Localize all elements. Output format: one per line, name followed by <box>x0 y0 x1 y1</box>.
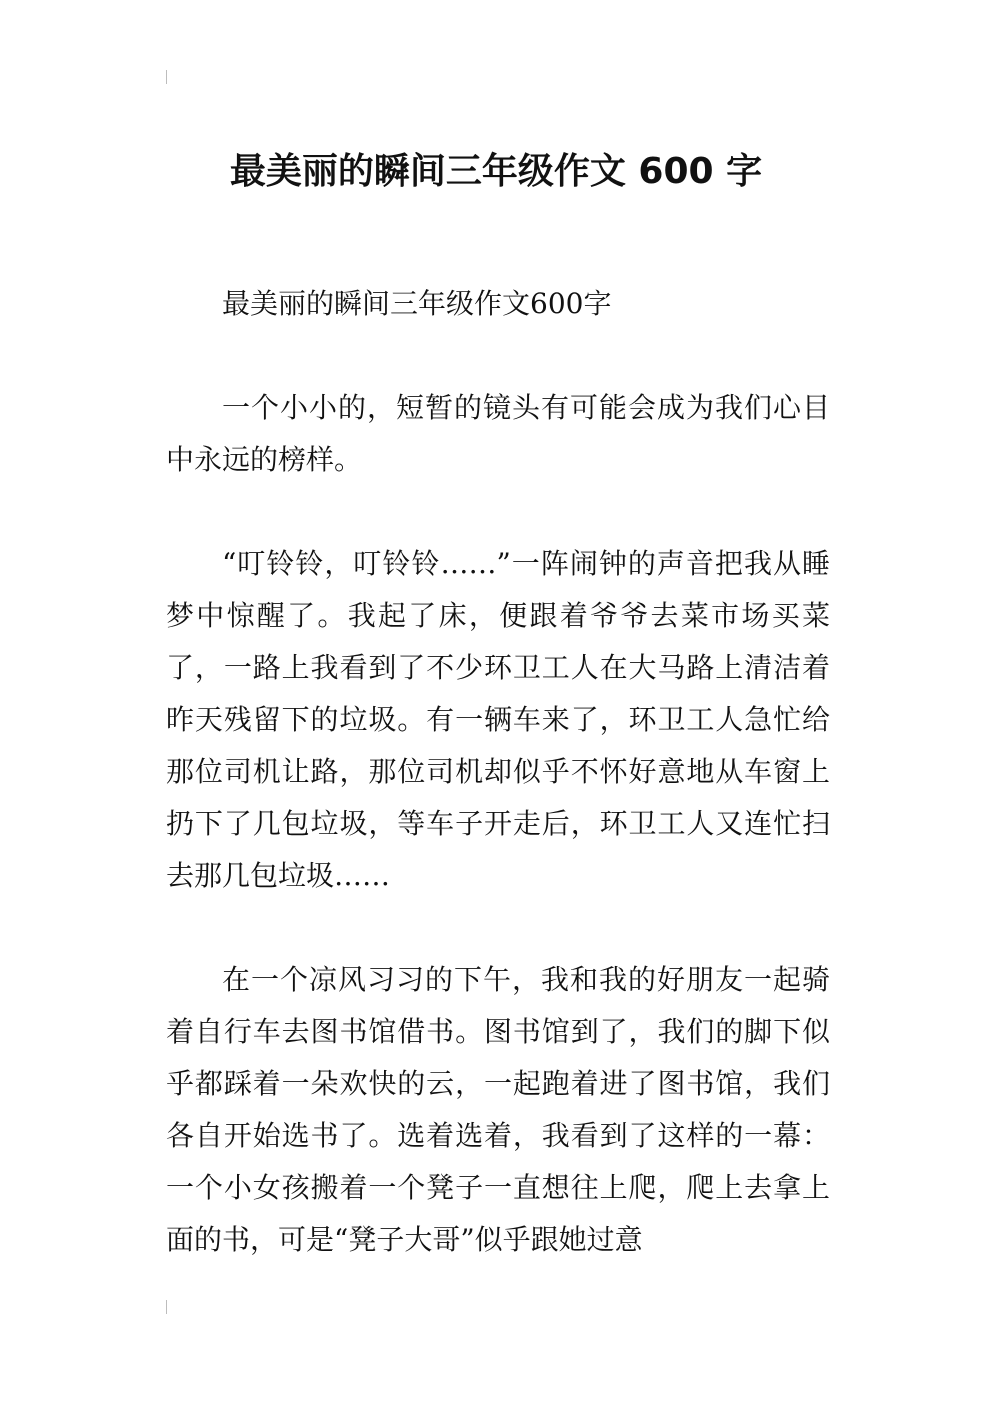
paragraph-street-cleaners: “叮铃铃，叮铃铃……”一阵闹钟的声音把我从睡梦中惊醒了。我起了床，便跟着爷爷去菜市场买菜了，一路上我看到了不少环卫工人在大马路上清洁着昨天残留下的垃圾。有一辆车来了，环卫工人急忙给那位司机让路，那位司机却似乎不怀好意地从车窗上扔下了几包垃圾，等车子开走后，环卫工人又连忙扫去那几包垃圾…… <box>166 547 830 892</box>
document-title: 最美丽的瞬间三年级作文 600 字 <box>229 151 763 193</box>
page-corner-mark-bottom <box>166 1300 167 1314</box>
paragraph-library: 在一个凉风习习的下午，我和我的好朋友一起骑着自行车去图书馆借书。图书馆到了，我们的脚下似乎都踩着一朵欢快的云，一起跑着进了图书馆，我们各自开始选书了。选着选着，我看到了这样的一幕：一个小女孩搬着一个凳子一直想往上爬，爬上去拿上面的书，可是“凳子大哥”似乎跟她过意 <box>166 963 830 1256</box>
paragraph-intro: 一个小小的，短暂的镜头有可能会成为我们心目中永远的榜样。 <box>166 391 830 476</box>
document-body <box>166 278 830 1266</box>
page-corner-mark-top <box>166 70 167 84</box>
paragraph-subtitle: 最美丽的瞬间三年级作文600字 <box>222 287 612 320</box>
